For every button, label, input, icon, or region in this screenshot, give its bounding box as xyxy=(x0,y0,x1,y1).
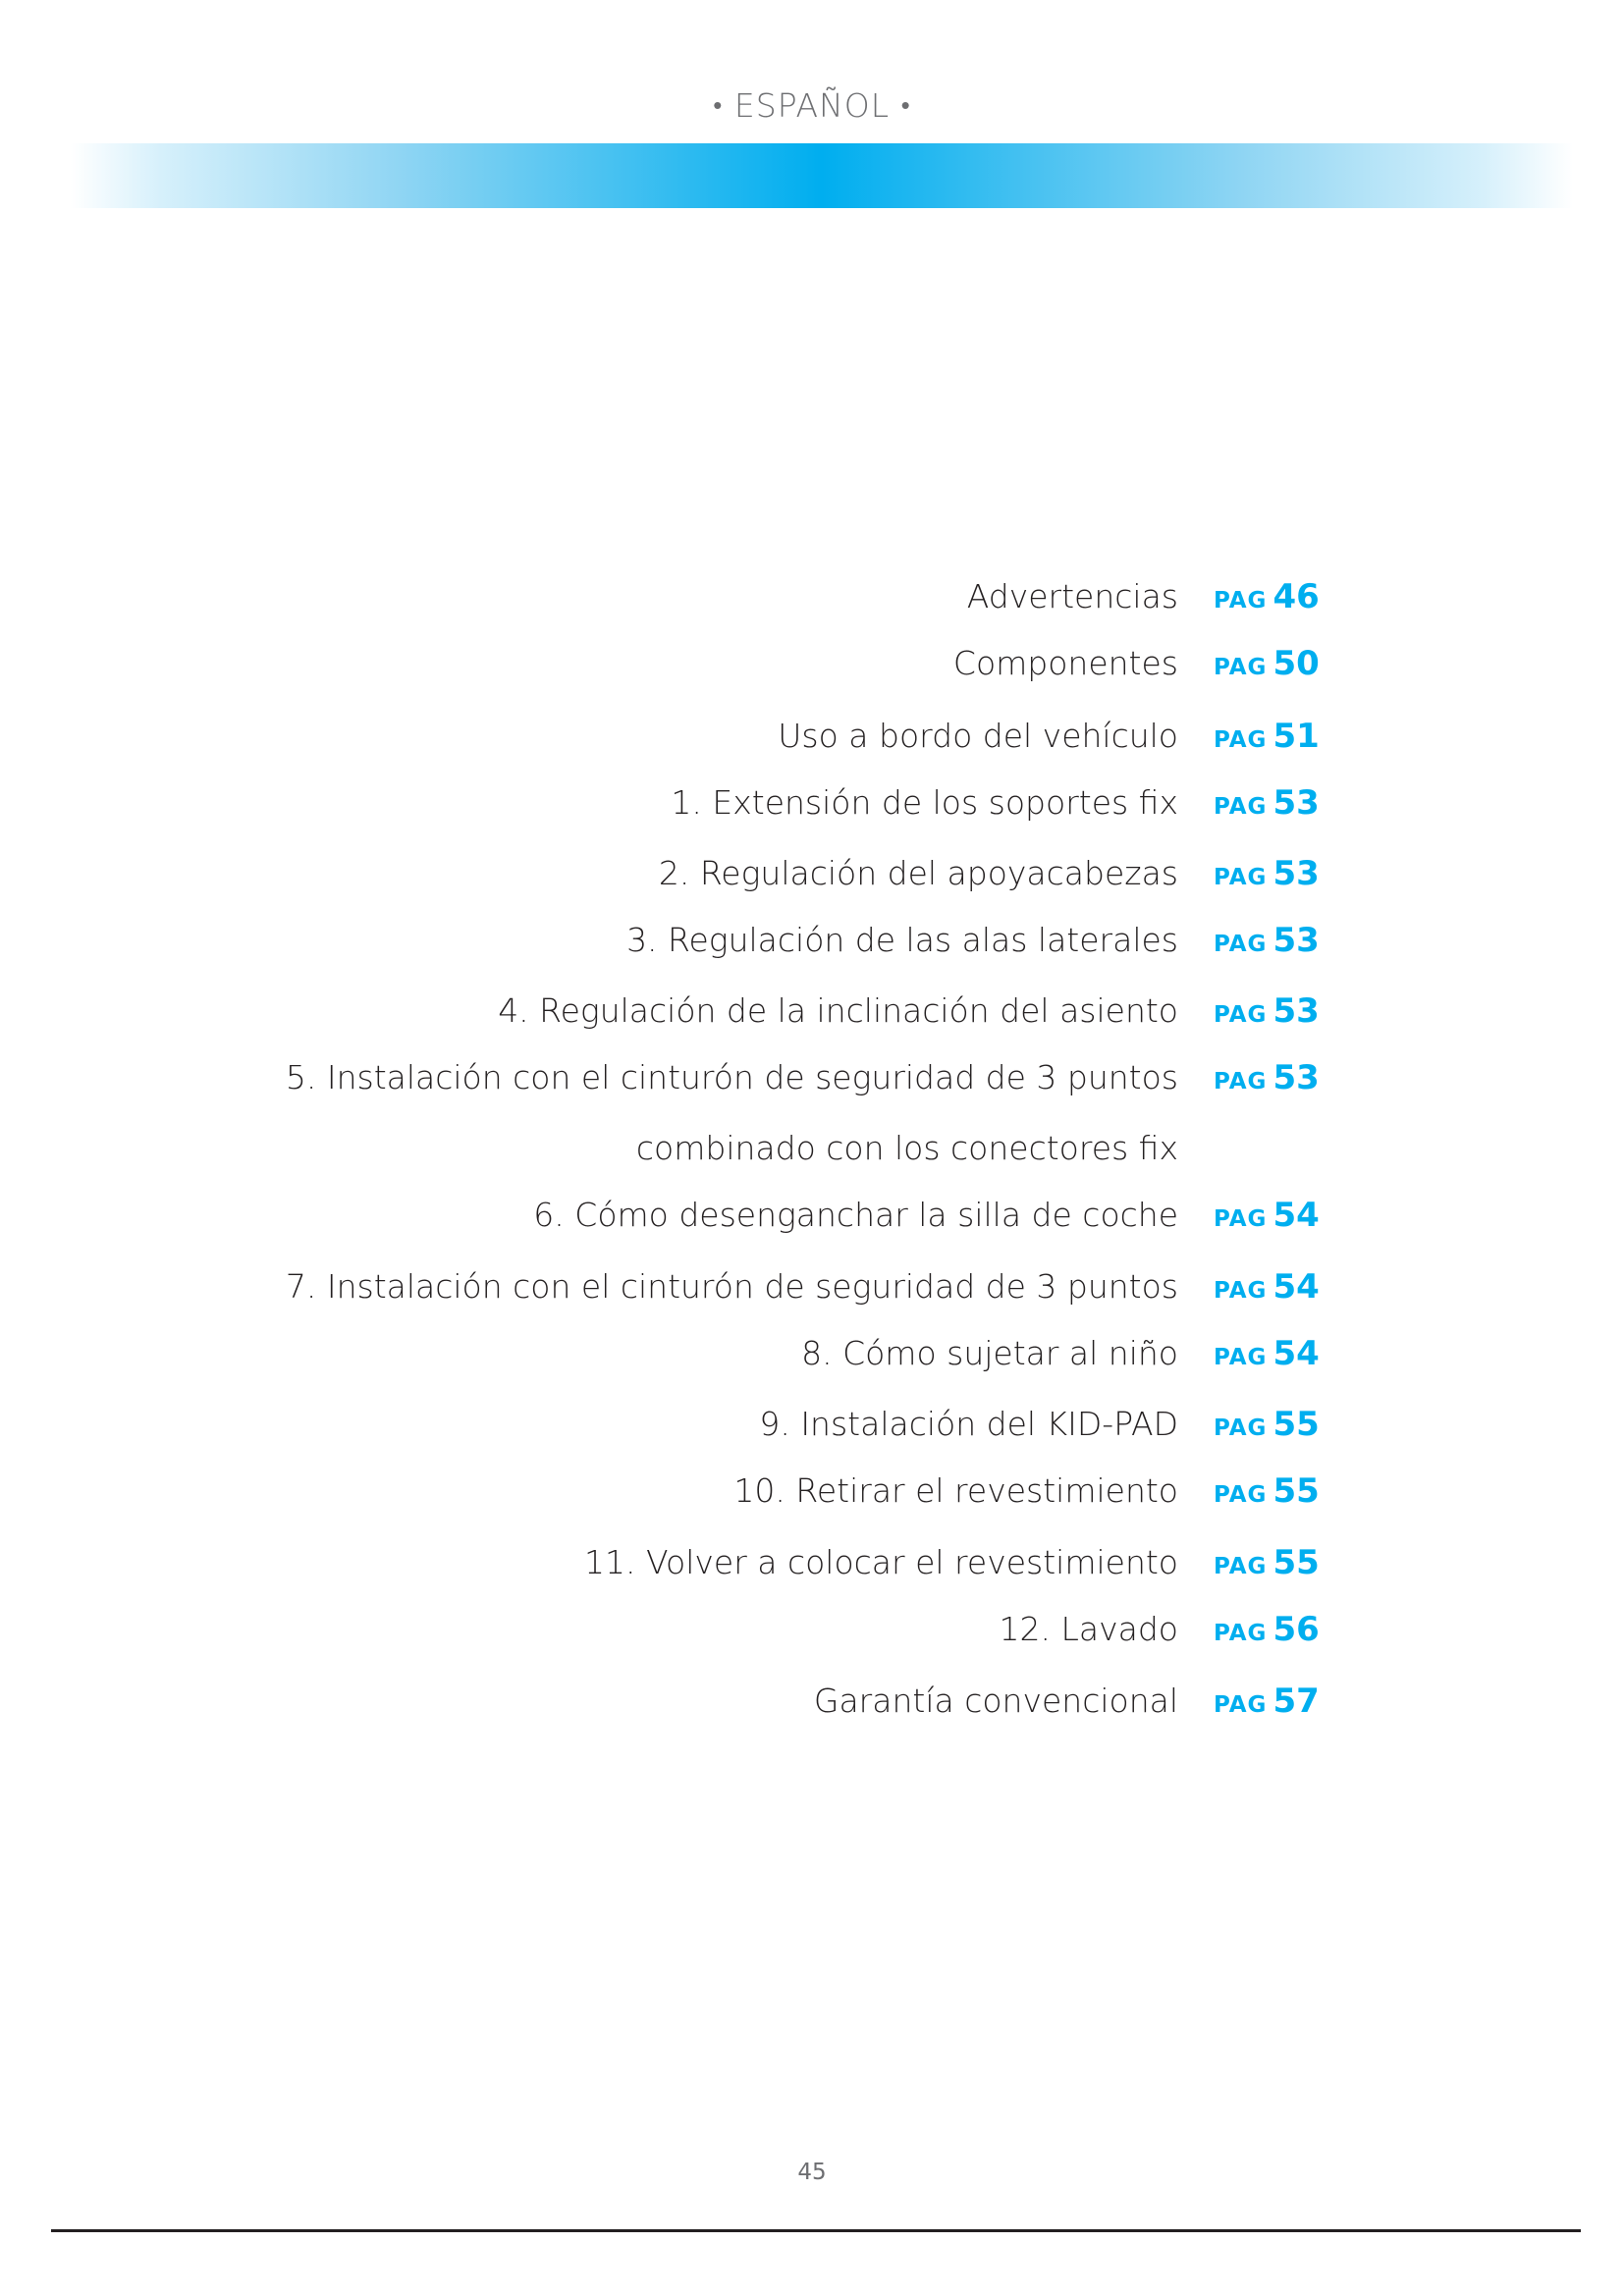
toc-entry-page-ref xyxy=(1214,991,1320,1031)
toc-entry[interactable] xyxy=(0,1058,1624,1105)
toc-entry-pag-label: PAG xyxy=(1214,1206,1268,1232)
toc-entry-page-ref xyxy=(1214,644,1320,683)
toc-entry-page-ref xyxy=(1214,1058,1320,1097)
toc-entry-label: 5. Instalación con el cinturón de seguridad de 3 puntos xyxy=(285,1058,1178,1096)
toc-entry-continuation xyxy=(0,1129,1624,1176)
toc-entry-pag-label: PAG xyxy=(1214,1554,1268,1579)
toc-entry-page-ref xyxy=(1214,1682,1320,1721)
footer-divider xyxy=(51,2229,1581,2232)
toc-entry-pag-label: PAG xyxy=(1214,727,1268,753)
toc-entry-pag-label: PAG xyxy=(1214,932,1268,957)
toc-entry-page-number: 54 xyxy=(1272,1334,1320,1373)
bullet-right-icon: • xyxy=(900,91,911,121)
toc-entry-pag-label: PAG xyxy=(1214,1415,1268,1441)
toc-entry-pag-label: PAG xyxy=(1214,588,1268,614)
toc-entry-label: Advertencias xyxy=(966,577,1178,615)
toc-entry-page-ref xyxy=(1214,1334,1320,1373)
toc-entry-page-number: 54 xyxy=(1272,1267,1320,1307)
toc-entry-label: Componentes xyxy=(952,644,1178,682)
toc-entry[interactable] xyxy=(0,1682,1624,1729)
toc-entry-label: 7. Instalación con el cinturón de seguridad de 3 puntos xyxy=(285,1267,1178,1306)
toc-entry-pag-label: PAG xyxy=(1214,655,1268,680)
toc-entry-page-ref xyxy=(1214,577,1320,616)
toc-entry-page-number: 53 xyxy=(1272,783,1320,823)
toc-entry[interactable] xyxy=(0,644,1624,691)
toc-entry-page-number: 55 xyxy=(1272,1405,1320,1444)
toc-entry-page-ref xyxy=(1214,717,1320,756)
toc-entry-page-number: 55 xyxy=(1272,1543,1320,1582)
toc-entry-label: 3. Regulación de las alas laterales xyxy=(626,921,1178,959)
toc-entry-label: 9. Instalación del KID-PAD xyxy=(759,1405,1178,1443)
toc-entry-page-number: 56 xyxy=(1272,1610,1320,1649)
toc-entry-pag-label: PAG xyxy=(1214,1069,1268,1095)
toc-entry-pag-label: PAG xyxy=(1214,1692,1268,1718)
toc-entry[interactable] xyxy=(0,783,1624,830)
toc-entry-label: 1. Extensión de los soportes fix xyxy=(671,783,1178,822)
toc-entry[interactable] xyxy=(0,1405,1624,1452)
toc-entry-page-ref xyxy=(1214,921,1320,960)
toc-entry[interactable] xyxy=(0,854,1624,901)
toc-entry-page-number: 57 xyxy=(1272,1682,1320,1721)
toc-entry-label: 4. Regulación de la inclinación del asiento xyxy=(498,991,1178,1030)
toc-entry-label: Garantía convencional xyxy=(813,1682,1178,1720)
header-gradient-band xyxy=(71,143,1573,208)
toc-entry-label: Uso a bordo del vehículo xyxy=(778,717,1178,755)
section-language-header xyxy=(0,86,1624,125)
section-language-title: ESPAÑOL xyxy=(733,86,891,125)
toc-entry-pag-label: PAG xyxy=(1214,794,1268,820)
toc-entry-label: 11. Volver a colocar el revestimiento xyxy=(584,1543,1178,1581)
toc-entry-page-ref xyxy=(1214,1610,1320,1649)
toc-entry[interactable] xyxy=(0,1267,1624,1314)
toc-entry-page-number: 53 xyxy=(1272,1058,1320,1097)
toc-entry[interactable] xyxy=(0,991,1624,1039)
toc-entry-page-number: 53 xyxy=(1272,854,1320,893)
toc-entry[interactable] xyxy=(0,717,1624,764)
toc-entry-pag-label: PAG xyxy=(1214,1278,1268,1304)
toc-entry-page-ref xyxy=(1214,1543,1320,1582)
bullet-left-icon: • xyxy=(713,91,724,121)
toc-entry-label: 10. Retirar el revestimiento xyxy=(733,1471,1178,1510)
page-number: 45 xyxy=(797,2160,827,2185)
toc-entry-pag-label: PAG xyxy=(1214,1621,1268,1646)
toc-entry[interactable] xyxy=(0,577,1624,624)
toc-entry-page-ref xyxy=(1214,1471,1320,1511)
toc-entry[interactable] xyxy=(0,1196,1624,1243)
toc-entry-pag-label: PAG xyxy=(1214,1002,1268,1028)
toc-entry-pag-label: PAG xyxy=(1214,1345,1268,1370)
toc-entry[interactable] xyxy=(0,921,1624,968)
toc-entry-page-ref xyxy=(1214,1267,1320,1307)
toc-entry-page-number: 55 xyxy=(1272,1471,1320,1511)
toc-entry-label: 8. Cómo sujetar al niño xyxy=(801,1334,1178,1372)
toc-entry-label: combinado con los conectores fix xyxy=(635,1129,1178,1167)
toc-entry[interactable] xyxy=(0,1471,1624,1519)
toc-entry[interactable] xyxy=(0,1610,1624,1657)
toc-entry[interactable] xyxy=(0,1543,1624,1590)
toc-entry-page-number: 51 xyxy=(1272,717,1320,756)
toc-entry[interactable] xyxy=(0,1334,1624,1381)
toc-entry-page-ref xyxy=(1214,1405,1320,1444)
toc-entry-page-number: 53 xyxy=(1272,921,1320,960)
toc-entry-label: 12. Lavado xyxy=(999,1610,1178,1648)
toc-entry-label: 6. Cómo desenganchar la silla de coche xyxy=(533,1196,1178,1234)
toc-entry-page-number: 50 xyxy=(1272,644,1320,683)
toc-entry-page-ref xyxy=(1214,854,1320,893)
toc-entry-page-number: 54 xyxy=(1272,1196,1320,1235)
toc-entry-pag-label: PAG xyxy=(1214,1482,1268,1508)
toc-entry-page-ref xyxy=(1214,783,1320,823)
toc-entry-pag-label: PAG xyxy=(1214,865,1268,890)
toc-entry-page-number: 53 xyxy=(1272,991,1320,1031)
toc-entry-page-number: 46 xyxy=(1272,577,1320,616)
toc-entry-page-ref xyxy=(1214,1196,1320,1235)
toc-entry-label: 2. Regulación del apoyacabezas xyxy=(658,854,1178,892)
